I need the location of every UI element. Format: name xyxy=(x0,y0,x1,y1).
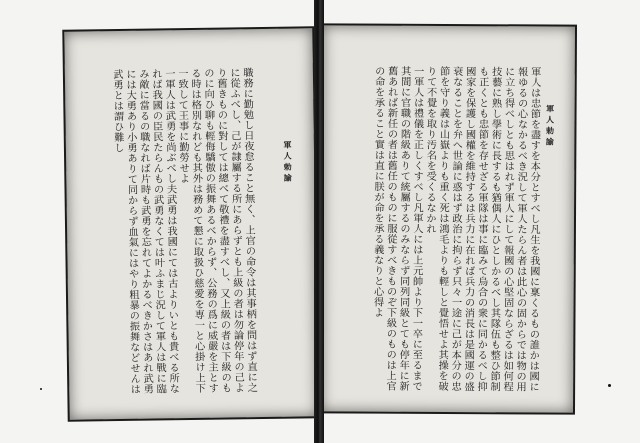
right-paragraph: 軍人は忠節を盡すを本分とすべし凡生を我國に稟くるもの誰かは國に報ゆるの心なかるべき況して軍人たらん者は此心の固からでは物の用に立ち得べしとも思はれず軍人にして報國の心堅固ならざるは如何程技藝に熟し學術に長するも猶偶人にひとしかるべし其隊伍も整ひ節制も正くとも忠節を存せざる軍隊は事に臨みて烏合の衆に同かるべし抑國家を保護し國權を維持するは兵力に在れば兵力の消長は是國運の盛衰なることを弁へ世論に惑はず政治に拘らず只々一途に己が本分の忠節を守り義は山嶽よりも重く死は鴻毛よりも輕しと覺悟せよ其操を破りて不覺を取り汚名を受くるなかれ xyxy=(423,65,540,392)
running-head-right: 軍人勅諭 xyxy=(545,104,556,149)
dust-speck xyxy=(40,388,42,390)
left-paragraph: 職務に勤勉し日夜怠ること無く、上官の命令は其事柄を問はず直に之に從ふべし、己が隷屬する所にあらずとも上級の者は勿論停年の己より舊きものに對しては總べて敬禮を盡すべし、又上級の者は下級のものに向ひ聊も輕侮驕傲の振舞あるべからず、公務の爲に威嚴を主とする時は格別なれども其外は務めて懇に取扱ひ慈愛を専一と心掛け上下一致して王事に勤勞せよ xyxy=(175,67,257,394)
dust-speck xyxy=(608,384,611,387)
left-page-text xyxy=(110,67,258,399)
right-page xyxy=(321,25,575,412)
running-head-left: 軍人勅諭 xyxy=(282,140,294,185)
left-page xyxy=(64,28,317,419)
book-spine xyxy=(314,0,324,443)
left-paragraph: 一軍人は武勇を尚ぶべし夫武勇は我國にては古よりいとも貴べる所なれば我國の臣民たらんもの武勇なくては叶ふまじ況して軍人は戰に臨み敵に當るの職なれば片時も武勇を忘れてよかるべきかさはあれ武勇には大勇あり小勇ありて同からず血氣にはやり粗暴の振舞などせんは武勇とは謂ひ難し xyxy=(110,68,179,395)
right-paragraph: 一軍人は禮儀を正しくすべし凡軍人には上元帥より下一卒に至るまで其間に官職の階級ありて統屬するのみならず同列同級とても停年に新舊あれば新任の者は舊任のものに服從すべきものぞ下級のものは上官の命を承ること實は直に朕が命を承る義なりと心得よ xyxy=(371,65,423,392)
right-page-text xyxy=(349,65,541,396)
